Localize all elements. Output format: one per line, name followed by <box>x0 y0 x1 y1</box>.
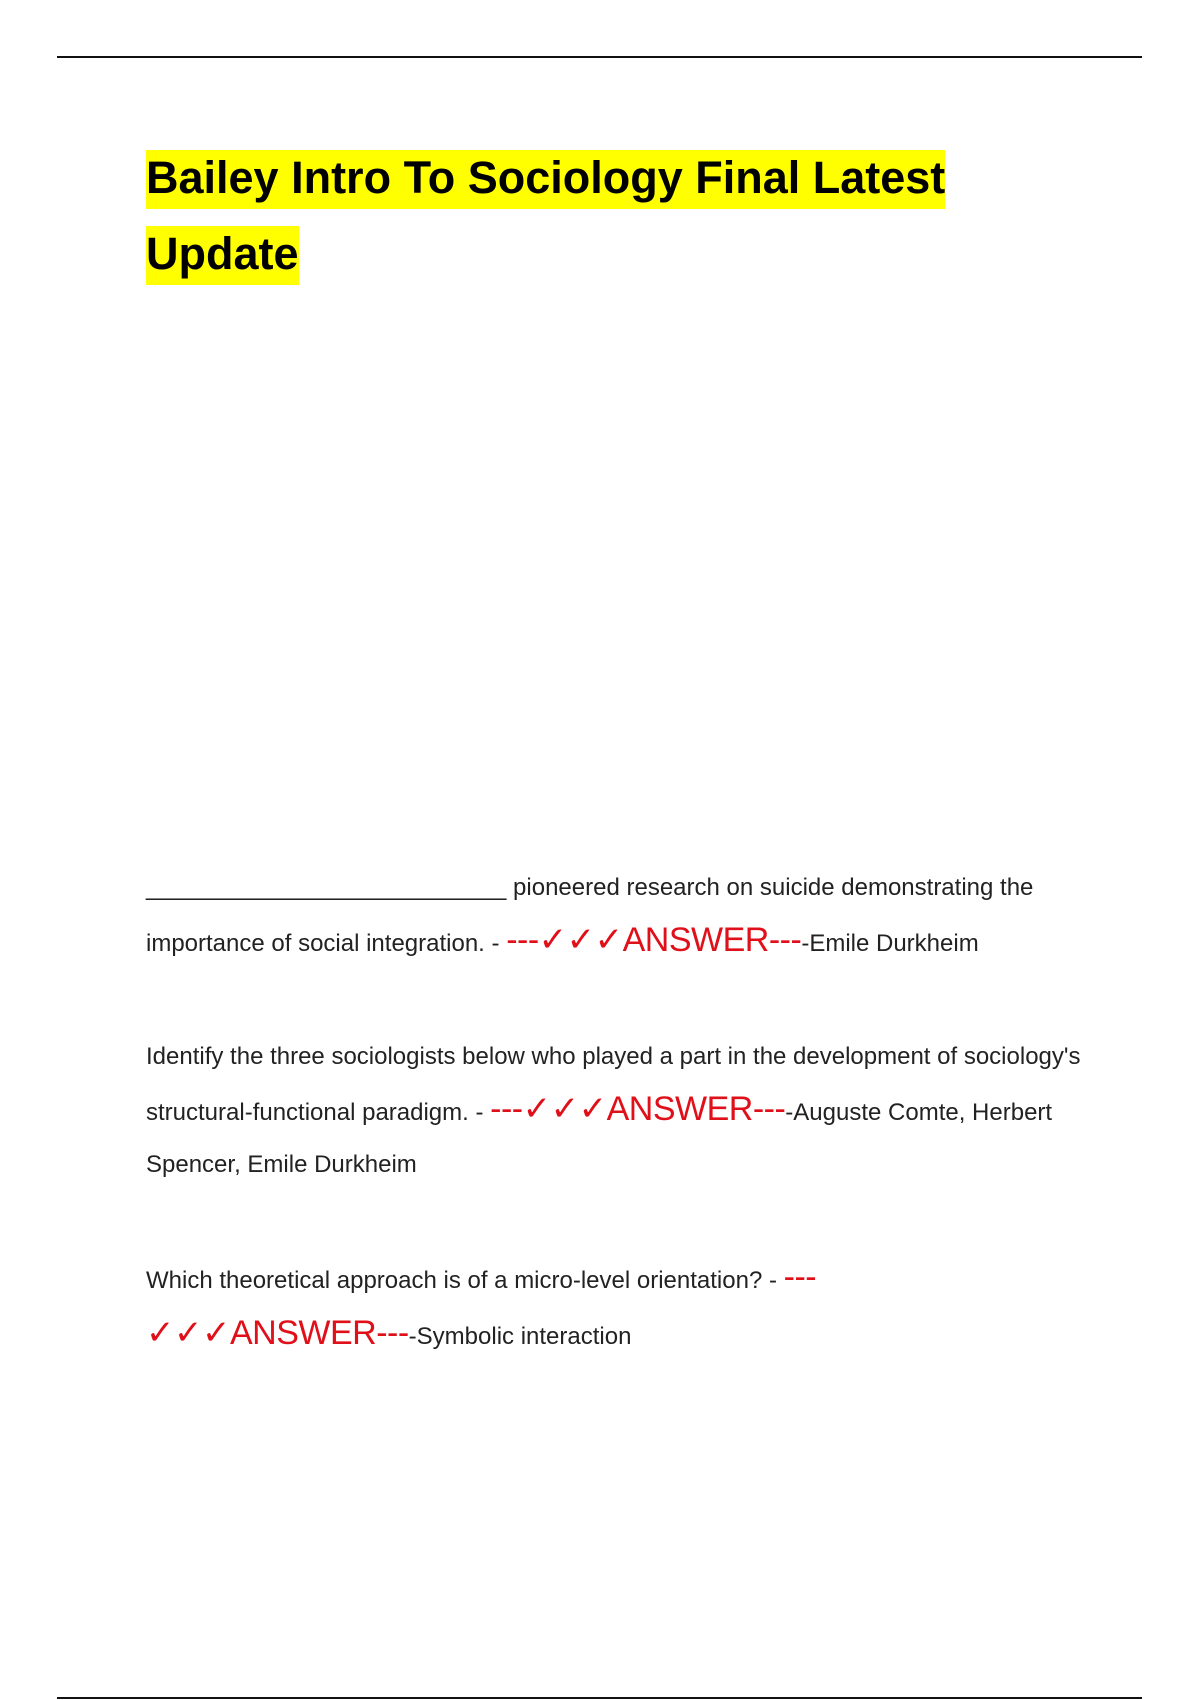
question-1-answer: -Emile Durkheim <box>801 930 979 957</box>
question-2 <box>146 1031 1086 1191</box>
question-3 <box>146 1251 1086 1363</box>
question-2-answer-marker: ---✓✓✓ANSWER--- <box>490 1090 786 1128</box>
question-1-blank: ___________________________ <box>146 874 507 901</box>
document-title <box>146 140 1046 292</box>
question-3-answer-marker-dashes: --- <box>783 1258 817 1296</box>
question-2-text: Identify the three sociologists below who played a part in the development of sociology's structural-functional paradigm. - <box>146 1043 1081 1126</box>
question-1 <box>146 862 1086 970</box>
question-2-answer: -Auguste Comte, Herbert Spencer, Emile Durkheim <box>146 1099 1053 1178</box>
question-1-text: pioneered research on suicide demonstrating the importance of social integration. - <box>146 874 1034 957</box>
title-line-2: Update <box>146 226 299 285</box>
title-line-1: Bailey Intro To Sociology Final Latest <box>146 150 945 209</box>
question-3-answer: -Symbolic interaction <box>408 1323 632 1350</box>
question-3-answer-marker-checks: ✓✓✓ANSWER--- <box>146 1314 409 1352</box>
question-3-text: Which theoretical approach is of a micro-level orientation? - <box>146 1267 784 1294</box>
page-bottom-rule <box>57 1697 1142 1699</box>
page-top-rule <box>57 56 1142 58</box>
question-1-answer-marker: ---✓✓✓ANSWER--- <box>506 921 802 959</box>
